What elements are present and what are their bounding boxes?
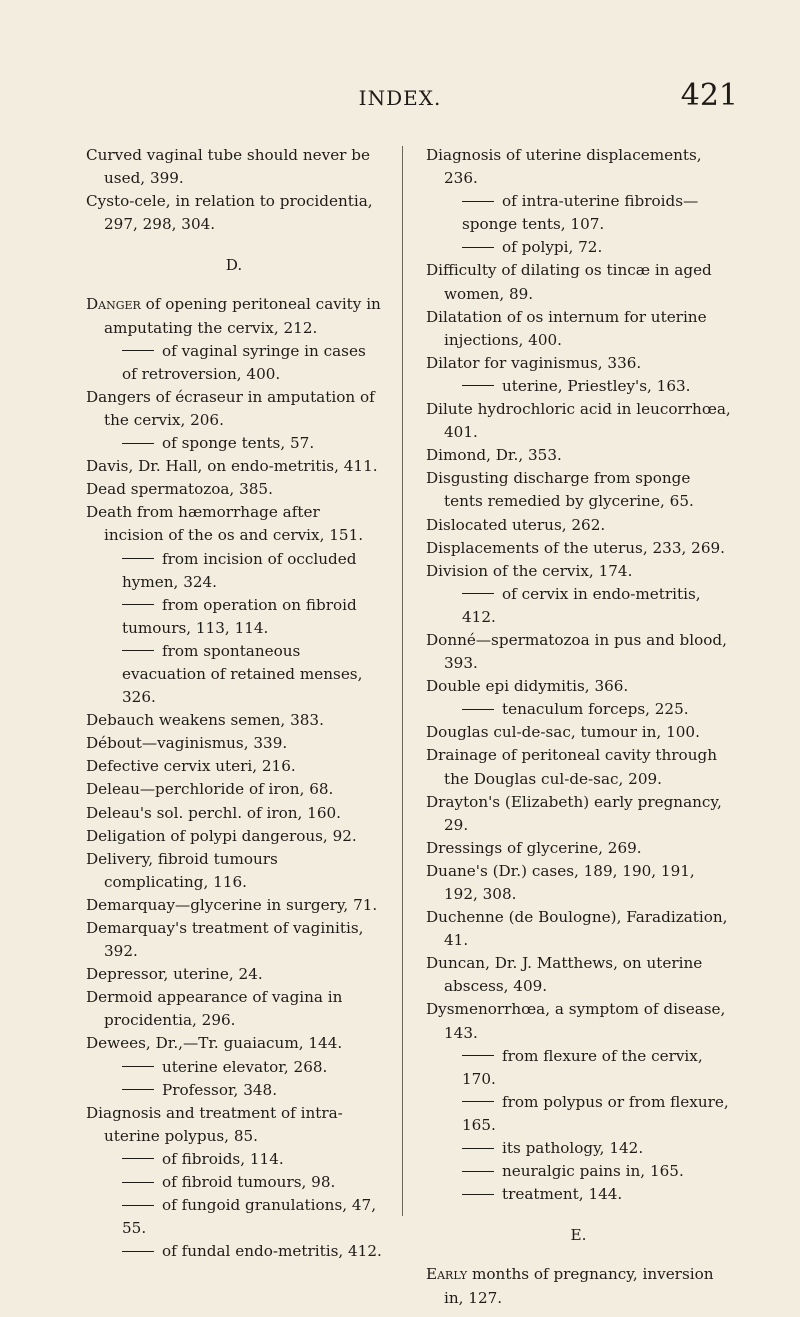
repeat-dash [462,709,494,710]
index-subentry-text: of sponge tents, 57. [162,434,315,453]
index-subentry [86,1171,382,1194]
repeat-dash [122,1158,154,1159]
repeat-dash [122,650,154,651]
index-subentry-text: of fibroids, 114. [162,1149,284,1168]
repeat-dash [122,1205,154,1206]
index-subentry-text: of polypi, 72. [502,238,603,257]
index-subentry-text: treatment, 144. [502,1185,623,1204]
index-entry: Demarquay—glycerine in surgery, 71. [86,895,378,914]
index-entry: Dressings of glycerine, 269. [426,838,642,857]
index-subentry-text: uterine elevator, 268. [162,1057,328,1076]
index-entry-text: of opening peritoneal cavity in amputating the cervix, 212. [104,295,381,337]
repeat-dash [462,247,494,248]
column-divider [402,146,403,1216]
index-entry: Drayton's (Elizabeth) early pregnancy, 29. [426,792,722,834]
page-number: 421 [680,78,738,113]
index-entry: Duchenne (de Boulogne), Faradization, 41. [426,908,728,950]
index-subentry-text: uterine, Priestley's, 163. [502,376,691,395]
index-entry: Depressor, uterine, 24. [86,965,263,984]
index-entry: Dermoid appearance of vagina in procidentia, 296. [86,988,343,1030]
index-subentry [426,190,731,236]
index-entry: Dewees, Dr.,—Tr. guaiacum, 144. [86,1034,343,1053]
index-entry: Diagnosis and treatment of intra-uterine polypus, 85. [86,1103,343,1145]
index-subentry [86,594,382,640]
index-entry: Douglas cul-de-sac, tumour in, 100. [426,723,700,742]
index-entry-lead: Early [426,1265,468,1284]
index-entry: Débout—vaginismus, 339. [86,734,288,753]
index-subentry-text: of cervix in endo-metritis, 412. [462,584,701,626]
index-entry [86,293,382,339]
index-entry: Deleau—perchloride of iron, 68. [86,780,334,799]
index-subentry [86,1148,382,1171]
index-entry: Davis, Dr. Hall, on endo-metritis, 411. [86,457,378,476]
repeat-dash [462,201,494,202]
section-letter: E. [570,1226,587,1245]
index-subentry-text: of fundal endo-metritis, 412. [162,1242,382,1261]
index-subentry [426,1137,731,1160]
index-entry: Dislocated uterus, 262. [426,515,606,534]
repeat-dash [462,385,494,386]
index-subentry-text: from operation on fibroid tumours, 113, 114. [122,595,357,637]
index-subentry [86,1079,382,1102]
index-subentry [426,583,731,629]
index-column-left [86,144,382,1263]
index-subentry-text: from incision of occluded hymen, 324. [122,549,357,591]
index-entry: Deleau's sol. perchl. of iron, 160. [86,803,341,822]
index-entry: Displacements of the uterus, 233, 269. [426,538,725,557]
index-subentry-text: tenaculum forceps, 225. [502,700,689,719]
repeat-dash [462,1171,494,1172]
index-entry: Dilatation of os internum for uterine injections, 400. [426,307,707,349]
index-entry: Death from hæmorrhage after incision of the os and cervix, 151. [86,503,364,545]
index-subentry-text: of fibroid tumours, 98. [162,1173,336,1192]
index-entry-text: months of pregnancy, inversion in, 127. [444,1265,714,1307]
repeat-dash [122,350,154,351]
repeat-dash [462,1148,494,1149]
index-subentry [426,236,731,259]
index-subentry [86,1194,382,1240]
index-subentry-text: its pathology, 142. [502,1139,644,1158]
repeat-dash [122,1182,154,1183]
index-subentry [426,1160,731,1183]
index-entry: Disgusting discharge from sponge tents remedied by glycerine, 65. [426,469,694,511]
index-entry: Difficulty of dilating os tincæ in aged women, 89. [426,261,712,303]
index-entry [426,1263,731,1309]
repeat-dash [462,1194,494,1195]
index-subentry-text: from polypus or from flexure, 165. [462,1092,729,1134]
index-subentry [86,340,382,386]
index-entry: Duane's (Dr.) cases, 189, 190, 191, 192, 308. [426,861,695,903]
index-subentry-text: from flexure of the cervix, 170. [462,1046,703,1088]
index-subentry [86,548,382,594]
index-entry: Dysmenorrhœa, a symptom of disease, 143. [426,1000,726,1042]
index-entry: Donné—spermatozoa in pus and blood, 393. [426,630,727,673]
repeat-dash [462,1101,494,1102]
index-entry: Dangers of écraseur in amputation of the cervix, 206. [86,387,375,429]
repeat-dash [122,443,154,444]
page-header-title: INDEX. [358,86,442,110]
index-subentry [426,1091,731,1137]
index-subentry [86,432,382,455]
index-subentry-text: of vaginal syringe in cases of retroversion, 400. [122,341,366,383]
index-subentry [86,1240,382,1263]
repeat-dash [122,558,154,559]
index-subentry [426,375,731,398]
index-subentry-text: from spontaneous evacuation of retained menses, 326. [122,641,363,707]
index-entry: Debauch weakens semen, 383. [86,711,324,730]
index-entry: Demarquay's treatment of vaginitis, 392. [86,919,364,961]
index-subentry [426,698,731,721]
index-subentry [426,1045,731,1091]
index-entry: Duncan, Dr. J. Matthews, on uterine abscess, 409. [426,954,703,996]
index-entry: Drainage of peritoneal cavity through the Douglas cul-de-sac, 209. [426,746,717,788]
index-entry-lead: Danger [86,295,141,314]
index-entry: Double epi didymitis, 366. [426,677,629,696]
section-letter: D. [225,256,243,275]
index-entry: Dilator for vaginismus, 336. [426,353,642,372]
index-subentry [426,1183,731,1206]
index-entry: Deligation of polypi dangerous, 92. [86,826,357,845]
index-subentry [86,640,382,709]
repeat-dash [122,1251,154,1252]
index-subentry-text: of fungoid granulations, 47, 55. [122,1196,377,1238]
repeat-dash [122,1066,154,1067]
index-subentry-text: neuralgic pains in, 165. [502,1162,684,1181]
index-entry: Dilute hydrochloric acid in leucorrhœa, 401. [426,400,731,442]
index-subentry-text: of intra-uterine fibroids—sponge tents, 107. [462,192,699,234]
index-entry: Curved vaginal tube should never be used, 399. [86,146,370,188]
index-entry: Delivery, fibroid tumours complicating, 116. [86,849,278,891]
index-entry: Diagnosis of uterine displacements, 236. [426,146,702,188]
index-entry: Dead spermatozoa, 385. [86,480,273,499]
index-subentry [86,1056,382,1079]
index-entry: Defective cervix uteri, 216. [86,757,296,776]
index-column-right [426,144,731,1310]
repeat-dash [462,593,494,594]
index-entry: Dimond, Dr., 353. [426,446,562,465]
index-entry: Division of the cervix, 174. [426,561,633,580]
repeat-dash [462,1055,494,1056]
index-subentry-text: Professor, 348. [162,1080,278,1099]
repeat-dash [122,1089,154,1090]
index-entry: Cysto-cele, in relation to procidentia, 297, 298, 304. [86,192,373,234]
repeat-dash [122,604,154,605]
